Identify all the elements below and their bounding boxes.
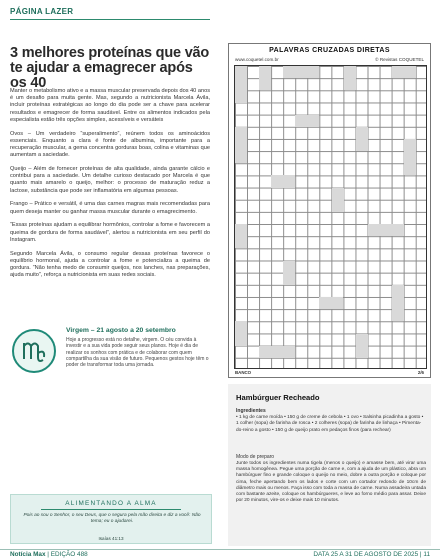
- article-headline: 3 melhores proteínas que vão te ajudar a emagrecer após os 40: [10, 45, 210, 91]
- clue-cell: [356, 334, 368, 358]
- alma-reference: Isaías 41:13: [98, 536, 124, 541]
- clue-cell: [392, 285, 404, 322]
- recipe-prep: Junte todos os ingredientes numa tigela (menos o queijo) e amasse bem, até virar uma massa homogênea. Pegue uma porção de carne e, com a ajuda de um plástico, abra um hambúrguer fino e grande coloque o queijo no meio, dobre a outra porção e coloque por cima, feche apertando bem os lados e corte com um cortador redondo de 10cm de diâmetro mais ou menos. Faça isso com toda a massa de carne. Numa assadeira untada com bastante azeite, coloque os hambúrgueres, e leve ao forno médio para assar. Deixe por 20 minutos, vire-os e deixe mais 10 minutos.: [236, 461, 426, 504]
- horoscope-text: Hoje a progresso está no detalhe, virgem. O céu convida à investir e a sua vida pode seguir seus planos. Hoje é dia de realizar os sonhos com prática e de colaborar com quem compartilha da sua visão de futuro. Pequenos gestos hoje têm o poder de transformar toda uma jornada.: [66, 337, 209, 369]
- recipe-box: [228, 384, 431, 546]
- clue-cell: [235, 224, 247, 248]
- clue-cell: [259, 346, 295, 358]
- article-paragraph: “Essas proteínas ajudam a equilibrar hormônios, controlar a fome e favorecem a queima de gordura de forma saudável”, alertou a nutricionista em seu perfil do Instagram.: [10, 222, 210, 243]
- alma-text: Pois ao sou o Senhor, o seu Deus, que o segura pela mão direita e diz a você: Não tema; eu o ajudarei.: [23, 513, 201, 525]
- recipe-prep-label: Modo de preparo: [236, 454, 275, 460]
- crossword-puzzle: [228, 43, 431, 378]
- recipe-ingredients: • 1 kg de carne moída • 150 g de creme de cebola • 1 ovo • Salsinha picadinha a gosto • 1 colher (sopa) de farinha de rosca • 2 colheres (sopa) de farinha de linhaça • Pimenta-do-reino a gosto • 150 g de queijo prato em pedaços finos (para rechear): [236, 415, 424, 433]
- footer-rule: [0, 549, 440, 550]
- clue-cell: [235, 127, 247, 164]
- puzzle-title: PALAVRAS CRUZADAS DIRETAS: [269, 47, 390, 54]
- article-paragraph: Ovos – Um verdadeiro “superalimento”, reúnem todos os aminoácidos essenciais. Enquanto a clara é fonte de albumina, importante para a recuperação muscular, a gema concentra gorduras boas, colina e vitaminas que aumentam a saciedade.: [10, 130, 210, 159]
- article-paragraph: Manter o metabolismo ativo e a massa muscular preservada depois dos 40 anos é um desafio para muita gente. Mas, segundo a nutricionista Marcela Ávila, incluir proteínas estratégicas ao longo do dia pode ser a chave para acelerar resultados e emagrecer de forma saudável. Entre os alimentos indicados pela especialista estão três opções simples, acessíveis e versáteis: [10, 88, 210, 123]
- recipe-title: Hambúrguer Recheado: [236, 393, 320, 402]
- alma-rule: [41, 509, 181, 510]
- section-rule: [10, 19, 210, 20]
- clue-cell: [319, 297, 343, 309]
- alma-box: [10, 494, 212, 544]
- clue-cell: [344, 66, 356, 90]
- horoscope-title: Virgem – 21 agosto a 20 setembro: [66, 327, 176, 334]
- footer-left: Notícia Max | EDIÇÃO 488: [10, 551, 88, 558]
- puzzle-code: BANCO: [235, 370, 252, 375]
- clue-cell: [392, 66, 416, 78]
- recipe-ingredients-label: Ingredientes: [236, 408, 266, 414]
- clue-cell: [356, 127, 368, 151]
- clue-cell: [259, 66, 271, 90]
- clue-cell: [235, 321, 247, 345]
- puzzle-grid: [234, 65, 427, 369]
- puzzle-site: www.coquetel.com.br: [235, 57, 279, 62]
- footer-brand: Notícia Max: [10, 551, 46, 558]
- clue-cell: [271, 175, 295, 187]
- article-body: [10, 88, 210, 286]
- clue-cell: [404, 139, 416, 176]
- footer-date: DATA 25 A 31 DE AGOSTO DE 2025: [313, 551, 419, 558]
- virgo-icon: [12, 329, 56, 373]
- puzzle-brand: © Revistas COQUETEL: [375, 57, 424, 62]
- clue-cell: [283, 66, 319, 78]
- footer-right: DATA 25 A 31 DE AGOSTO DE 2025 | 11: [313, 551, 430, 558]
- clue-cell: [235, 66, 247, 103]
- clue-cell: [332, 188, 344, 212]
- section-label: PÁGINA LAZER: [10, 7, 74, 16]
- article-paragraph: Segundo Marcela Ávila, o consumo regular dessas proteínas favorece o equilíbrio hormonal, ajuda a controlar a fome e potencializa a queima de gordura. “Não tenha medo de consumir queijos, nos lanches, nas preparações, ajuda muito”, reforça a nutricionista em suas redes sociais.: [10, 250, 210, 279]
- article-paragraph: Frango – Prático e versátil, é uma das carnes magras mais recomendadas para quem deseja manter ou ganhar massa muscular durante o emagrecimento.: [10, 201, 210, 215]
- alma-title: ALIMENTANDO A ALMA: [65, 500, 157, 507]
- footer-edition: EDIÇÃO 488: [50, 551, 88, 558]
- puzzle-number: 2/6: [417, 370, 424, 375]
- clue-cell: [283, 261, 295, 285]
- clue-cell: [368, 224, 404, 236]
- footer-page: 11: [423, 551, 430, 558]
- clue-cell: [295, 115, 319, 127]
- article-paragraph: Queijo – Além de fornecer proteínas de alta qualidade, ainda garante cálcio e contribui para a saciedade. Um detalhe curioso destacado por Marcela é que quanto mais amarelo o queijo, melhor: o processo de maturação reduz a lactose, substância que pode ser inflamatória em algumas pessoas.: [10, 166, 210, 194]
